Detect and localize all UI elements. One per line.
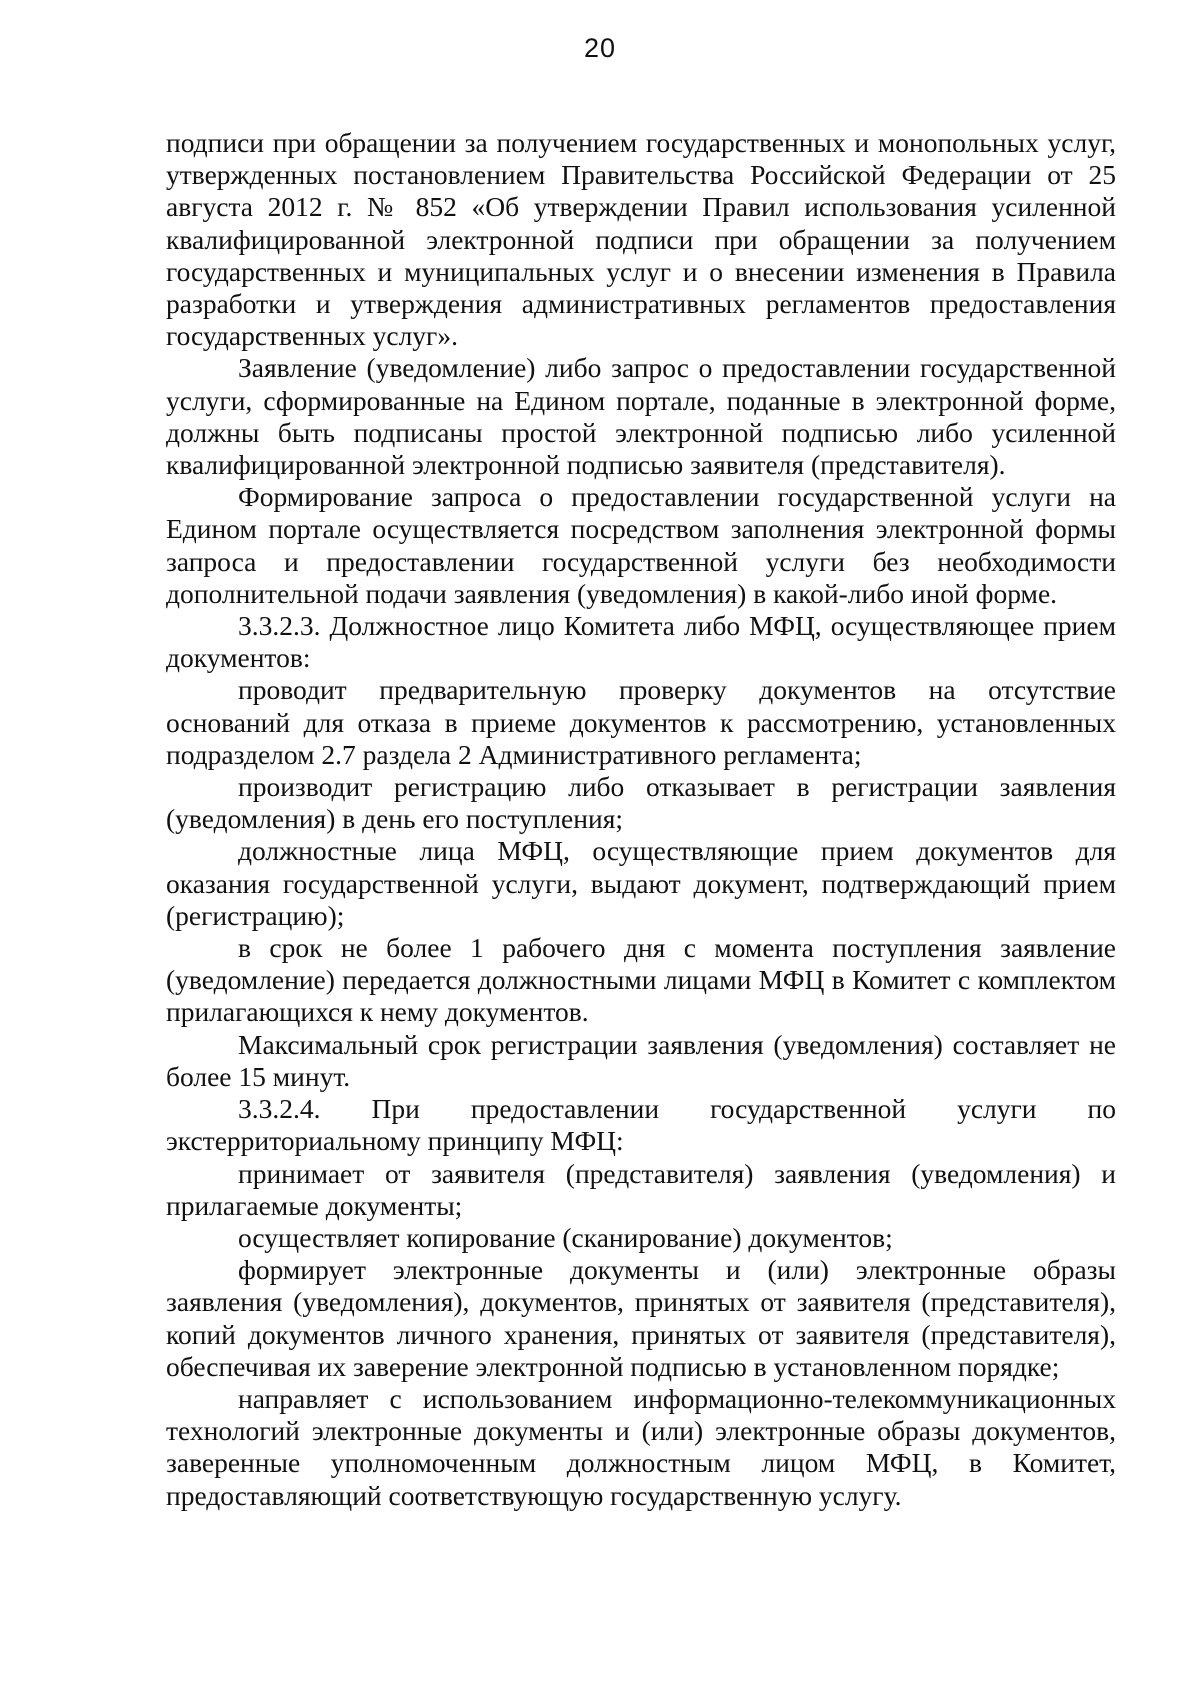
paragraph-copying: осуществляет копирование (сканирование) документов; [238,1221,893,1253]
document-body [166,127,1116,1512]
paragraph-request-forming: Формирование запроса о предоставлении государственной услуги на Едином портале осуществляется посредством заполнения электронной формы запроса и предоставлении государственной услуги без необходимости дополнительной подачи заявления (уведомления) в какой-либо иной форме. [166,481,1116,609]
paragraph-3-3-2-4-heading: 3.3.2.4. При предоставлении государственной услуги по экстерриториальному принципу МФЦ: [166,1093,1116,1157]
paragraph-transfer-term: в срок не более 1 рабочего дня с момента поступления заявление (уведомление) передается должностными лицами МФЦ в Комитет с комплектом прилагающихся к нему документов. [166,932,1116,1028]
paragraph-forms-electronic-documents: формирует электронные документы и (или) электронные образы заявления (уведомления), документов, принятых от заявителя (представителя), копий документов личного хранения, принятых от заявителя (представителя), обеспечивая их заверение электронной подписью в установленном порядке; [166,1254,1116,1382]
paragraph-preliminary-check: проводит предварительную проверку документов на отсутствие оснований для отказа в приеме документов к рассмотрению, установленных подразделом 2.7 раздела 2 Административного регламента; [166,674,1116,770]
paragraph-receipt-document: должностные лица МФЦ, осуществляющие прием документов для оказания государственной услуги, выдают документ, подтверждающий прием (регистрацию); [166,835,1116,931]
page-number: 20 [583,33,617,63]
paragraph-signature-rules: подписи при обращении за получением государственных и монопольных услуг, утвержденных постановлением Правительства Российской Федерации от 25 августа 2012 г. № 852 «Об утверждении Правил использования усиленной квалифицированной электронной подписи при обращении за получением государственных и муниципальных услуг и о внесении изменения в Правила разработки и утверждения административных регламентов предоставления государственных услуг». [166,127,1116,352]
paragraph-sends-documents: направляет с использованием информационно-телекоммуникационных технологий электронные документы и (или) электронные образы документов, заверенные уполномоченным должностным лицом МФЦ, в Комитет, предоставляющий соответствующую государственную услугу. [166,1382,1116,1511]
paragraph-max-registration-time: Максимальный срок регистрации заявления (уведомления) составляет не более 15 минут. [166,1028,1116,1092]
paragraph-application-signing: Заявление (уведомление) либо запрос о предоставлении государственной услуги, сформированные на Едином портале, поданные в электронной форме, должны быть подписаны простой электронной подписью либо усиленной квалифицированной электронной подписью заявителя (представителя). [166,352,1116,481]
paragraph-3-3-2-3-heading: 3.3.2.3. Должностное лицо Комитета либо МФЦ, осуществляющее прием документов: [166,610,1116,674]
paragraph-registration: производит регистрацию либо отказывает в регистрации заявления (уведомления) в день его поступления; [166,771,1116,835]
paragraph-accepts-documents: принимает от заявителя (представителя) заявления (уведомления) и прилагаемые документы; [166,1157,1116,1221]
